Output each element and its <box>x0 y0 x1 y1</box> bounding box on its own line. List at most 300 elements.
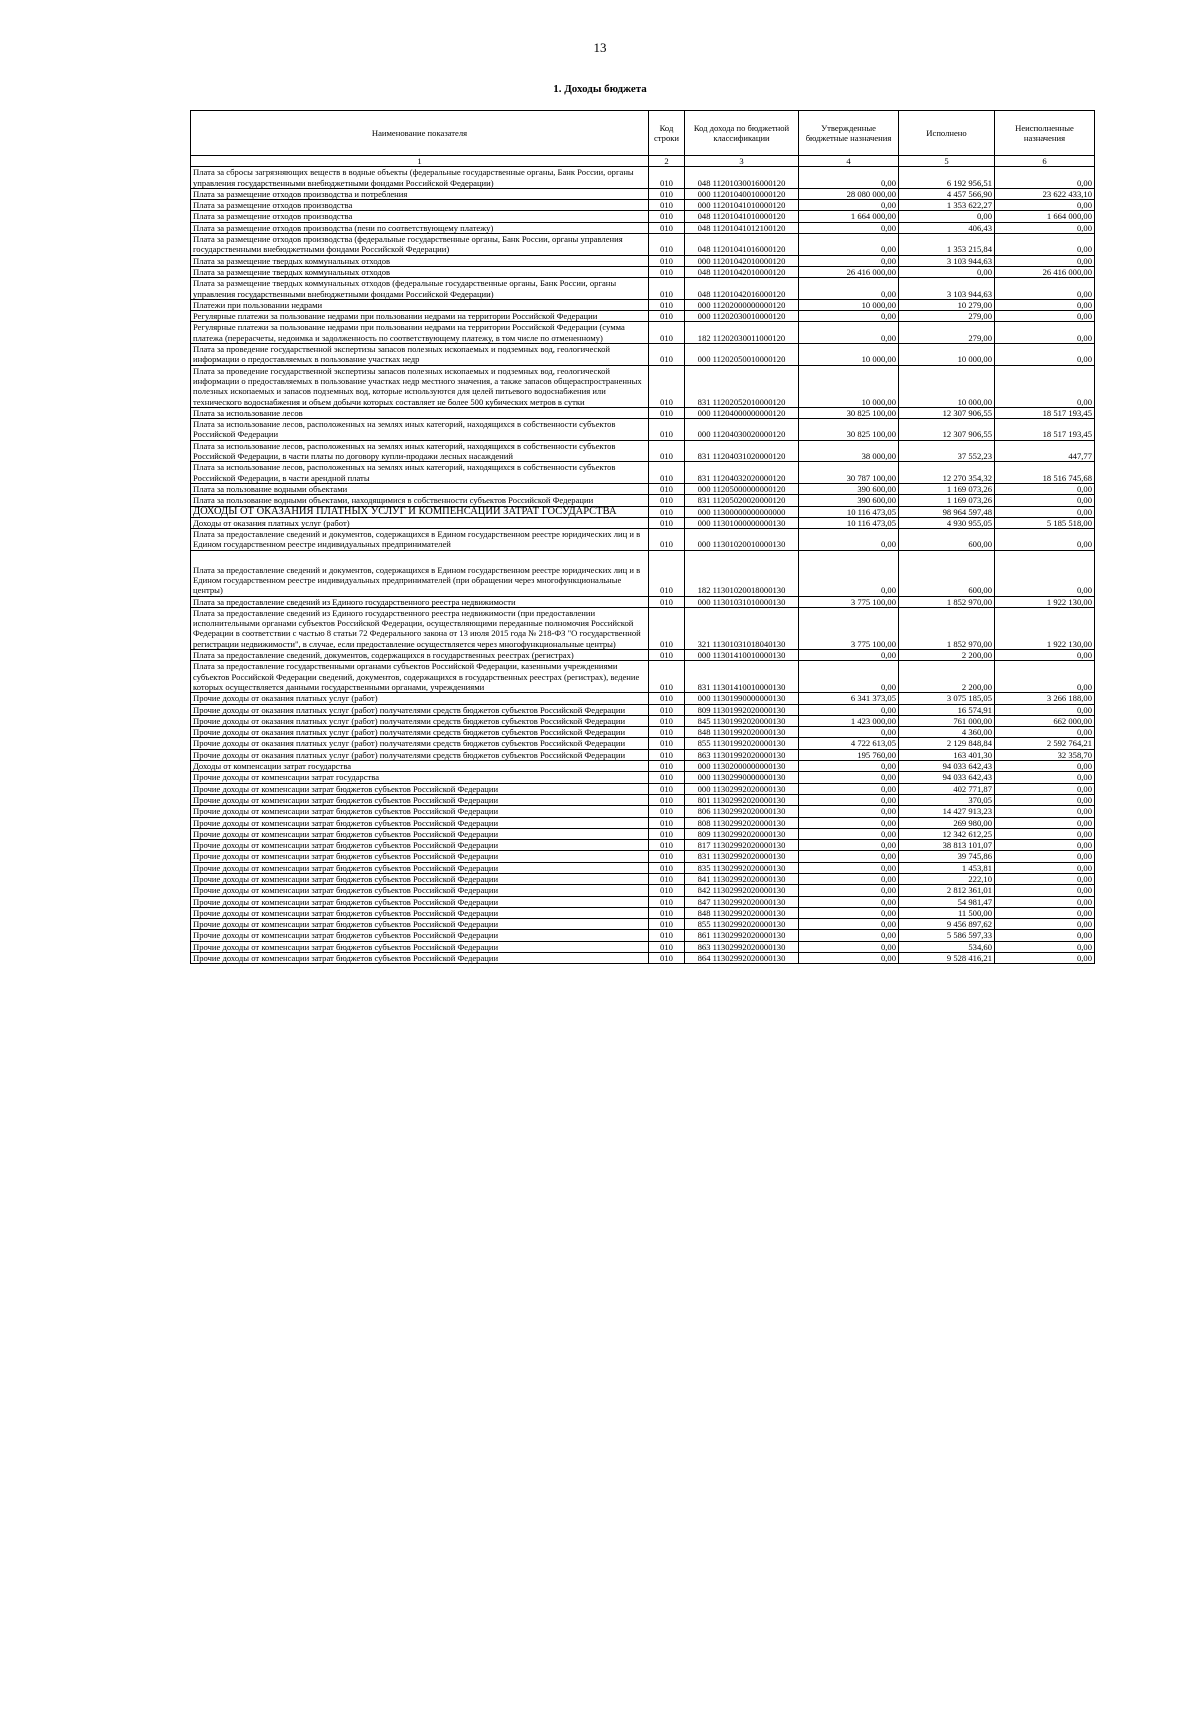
table-row <box>191 440 1095 462</box>
table-row <box>191 365 1095 407</box>
row-line-code: 010 <box>649 322 685 344</box>
row-line-code: 010 <box>649 851 685 862</box>
table-row <box>191 794 1095 805</box>
row-income-code: 806 11302992020000130 <box>685 806 799 817</box>
row-line-code: 010 <box>649 907 685 918</box>
table-row <box>191 188 1095 199</box>
row-executed: 12 307 906,55 <box>899 407 995 418</box>
row-executed: 279,00 <box>899 322 995 344</box>
row-name: Плата за размещение отходов производства (федеральные государственные органы, Банк России, органы управления государственными внебюджетными фондами Российской Федерации) <box>191 234 649 256</box>
row-line-code: 010 <box>649 167 685 189</box>
table-row <box>191 874 1095 885</box>
table-row <box>191 234 1095 256</box>
row-approved: 0,00 <box>799 862 899 873</box>
row-income-code: 000 11301410010000130 <box>685 650 799 661</box>
row-executed: 39 745,86 <box>899 851 995 862</box>
row-approved: 30 787 100,00 <box>799 462 899 484</box>
row-name: Плата за предоставление сведений из Единого государственного реестра недвижимости (при предоставлении исполнительными органами субъектов Российской Федерации, осуществляющими переданные полномочия Российской Федерации в соответствии с частью 8 статьи 72 Федерального закона от 13 июля 2015 года № 218-ФЗ "О государственной регистрации недвижимости", в случае, если предоставление осуществляется через многофункциональные центры) <box>191 607 649 649</box>
row-income-code: 861 11302992020000130 <box>685 930 799 941</box>
row-name: Прочие доходы от оказания платных услуг (работ) получателями средств бюджетов субъектов Российской Федерации <box>191 738 649 749</box>
row-income-code: 048 11201042016000120 <box>685 278 799 300</box>
row-line-code: 010 <box>649 222 685 233</box>
row-executed: 4 930 955,05 <box>899 517 995 528</box>
row-name: Доходы от оказания платных услуг (работ) <box>191 517 649 528</box>
row-executed: 2 200,00 <box>899 650 995 661</box>
row-income-code: 000 11300000000000000 <box>685 506 799 517</box>
row-executed: 12 270 354,32 <box>899 462 995 484</box>
table-row <box>191 517 1095 528</box>
row-unexecuted: 0,00 <box>995 896 1095 907</box>
header-approved: Утвержденные бюджетные назначения <box>799 111 899 156</box>
row-unexecuted: 0,00 <box>995 953 1095 964</box>
row-unexecuted: 0,00 <box>995 840 1095 851</box>
table-row <box>191 783 1095 794</box>
row-line-code: 010 <box>649 234 685 256</box>
row-line-code: 010 <box>649 311 685 322</box>
table-row <box>191 550 1095 596</box>
row-income-code: 000 11201042010000120 <box>685 255 799 266</box>
row-line-code: 010 <box>649 783 685 794</box>
row-unexecuted: 662 000,00 <box>995 715 1095 726</box>
row-income-code: 831 11202052010000120 <box>685 365 799 407</box>
row-approved: 6 341 373,05 <box>799 693 899 704</box>
row-name: Прочие доходы от компенсации затрат бюджетов субъектов Российской Федерации <box>191 953 649 964</box>
row-name: Плата за пользование водными объектами <box>191 483 649 494</box>
row-line-code: 010 <box>649 749 685 760</box>
row-unexecuted: 5 185 518,00 <box>995 517 1095 528</box>
row-line-code: 010 <box>649 896 685 907</box>
row-name: Плата за размещение твердых коммунальных отходов <box>191 255 649 266</box>
row-income-code: 048 11201030016000120 <box>685 167 799 189</box>
table-row <box>191 167 1095 189</box>
row-approved: 0,00 <box>799 704 899 715</box>
column-number: 5 <box>899 156 995 167</box>
row-line-code: 010 <box>649 211 685 222</box>
row-approved: 0,00 <box>799 278 899 300</box>
row-name: Прочие доходы от оказания платных услуг (работ) <box>191 693 649 704</box>
row-unexecuted: 0,00 <box>995 529 1095 551</box>
table-row <box>191 495 1095 506</box>
row-executed: 222,10 <box>899 874 995 885</box>
row-executed: 38 813 101,07 <box>899 840 995 851</box>
row-line-code: 010 <box>649 255 685 266</box>
table-row <box>191 817 1095 828</box>
row-income-code: 000 11301000000000130 <box>685 517 799 528</box>
row-name: Плата за размещение отходов производства и потребления <box>191 188 649 199</box>
row-executed: 3 103 944,63 <box>899 255 995 266</box>
row-income-code: 847 11302992020000130 <box>685 896 799 907</box>
header-unexecuted: Неисполненные назначения <box>995 111 1095 156</box>
header-executed: Исполнено <box>899 111 995 156</box>
row-unexecuted: 0,00 <box>995 761 1095 772</box>
row-income-code: 000 11201041010000120 <box>685 200 799 211</box>
row-executed: 1 353 215,84 <box>899 234 995 256</box>
row-name: Прочие доходы от компенсации затрат бюджетов субъектов Российской Федерации <box>191 828 649 839</box>
row-approved: 0,00 <box>799 806 899 817</box>
row-name: Плата за размещение отходов производства <box>191 200 649 211</box>
page-number: 13 <box>593 40 607 55</box>
row-income-code: 000 11205000000000120 <box>685 483 799 494</box>
row-income-code: 863 11302992020000130 <box>685 941 799 952</box>
row-income-code: 000 11302990000000130 <box>685 772 799 783</box>
row-unexecuted: 0,00 <box>995 783 1095 794</box>
row-executed: 94 033 642,43 <box>899 772 995 783</box>
column-number: 6 <box>995 156 1095 167</box>
row-unexecuted: 0,00 <box>995 919 1095 930</box>
row-line-code: 010 <box>649 874 685 885</box>
row-approved: 0,00 <box>799 727 899 738</box>
row-line-code: 010 <box>649 715 685 726</box>
row-approved: 10 000,00 <box>799 365 899 407</box>
row-executed: 12 307 906,55 <box>899 419 995 441</box>
table-row <box>191 278 1095 300</box>
row-approved: 10 000,00 <box>799 299 899 310</box>
row-executed: 2 812 361,01 <box>899 885 995 896</box>
row-name: Плата за проведение государственной экспертизы запасов полезных ископаемых и подземных вод, геологической информации о предоставляемых в пользование участках недр местного значения, а также запасов общераспространенных полезных ископаемых и запасов подземных вод, которые используются для целей питьевого водоснабжения или технического водоснабжения и объем добычи которых составляет не более 500 кубических метров в сутки <box>191 365 649 407</box>
row-unexecuted: 23 622 433,10 <box>995 188 1095 199</box>
row-name: Прочие доходы от оказания платных услуг (работ) получателями средств бюджетов субъектов Российской Федерации <box>191 749 649 760</box>
row-name: Прочие доходы от оказания платных услуг (работ) получателями средств бюджетов субъектов Российской Федерации <box>191 715 649 726</box>
header-name: Наименование показателя <box>191 111 649 156</box>
row-income-code: 182 11301020018000130 <box>685 550 799 596</box>
row-approved: 0,00 <box>799 234 899 256</box>
row-line-code: 010 <box>649 828 685 839</box>
row-executed: 279,00 <box>899 311 995 322</box>
row-approved: 0,00 <box>799 650 899 661</box>
row-line-code: 010 <box>649 930 685 941</box>
row-income-code: 809 11302992020000130 <box>685 828 799 839</box>
row-approved: 0,00 <box>799 953 899 964</box>
row-line-code: 010 <box>649 278 685 300</box>
row-approved: 0,00 <box>799 941 899 952</box>
row-executed: 12 342 612,25 <box>899 828 995 839</box>
row-unexecuted: 0,00 <box>995 874 1095 885</box>
row-approved: 3 775 100,00 <box>799 596 899 607</box>
row-name: Плата за использование лесов, расположенных на землях иных категорий, находящихся в собственности субъектов Российской Федерации, в части платы по договору купли-продажи лесных насаждений <box>191 440 649 462</box>
table-row <box>191 529 1095 551</box>
row-executed: 11 500,00 <box>899 907 995 918</box>
row-unexecuted: 0,00 <box>995 772 1095 783</box>
row-name: Прочие доходы от компенсации затрат бюджетов субъектов Российской Федерации <box>191 783 649 794</box>
row-income-code: 809 11301992020000130 <box>685 704 799 715</box>
row-income-code: 048 11201041012100120 <box>685 222 799 233</box>
row-unexecuted: 447,77 <box>995 440 1095 462</box>
column-number: 3 <box>685 156 799 167</box>
row-line-code: 010 <box>649 693 685 704</box>
row-unexecuted: 0,00 <box>995 167 1095 189</box>
row-name: Плата за использование лесов, расположенных на землях иных категорий, находящихся в собственности субъектов Российской Федерации, в части арендной платы <box>191 462 649 484</box>
row-approved: 390 600,00 <box>799 483 899 494</box>
row-name: Прочие доходы от компенсации затрат бюджетов субъектов Российской Федерации <box>191 851 649 862</box>
row-line-code: 010 <box>649 440 685 462</box>
row-name: Прочие доходы от компенсации затрат бюджетов субъектов Российской Федерации <box>191 806 649 817</box>
row-income-code: 000 11202050010000120 <box>685 344 799 366</box>
row-name: Прочие доходы от компенсации затрат бюджетов субъектов Российской Федерации <box>191 874 649 885</box>
row-unexecuted: 0,00 <box>995 255 1095 266</box>
row-name: Прочие доходы от компенсации затрат бюджетов субъектов Российской Федерации <box>191 862 649 873</box>
row-line-code: 010 <box>649 462 685 484</box>
row-name: Прочие доходы от компенсации затрат бюджетов субъектов Российской Федерации <box>191 840 649 851</box>
table-row <box>191 596 1095 607</box>
row-unexecuted: 0,00 <box>995 200 1095 211</box>
row-line-code: 010 <box>649 704 685 715</box>
row-executed: 2 129 848,84 <box>899 738 995 749</box>
row-unexecuted: 0,00 <box>995 344 1095 366</box>
row-executed: 0,00 <box>899 266 995 277</box>
table-row <box>191 930 1095 941</box>
table-row <box>191 749 1095 760</box>
row-approved: 0,00 <box>799 885 899 896</box>
row-name: Прочие доходы от компенсации затрат бюджетов субъектов Российской Федерации <box>191 794 649 805</box>
table-row <box>191 299 1095 310</box>
row-name: Плата за сбросы загрязняющих веществ в водные объекты (федеральные государственные органы, Банк России, органы управления государственными внебюджетными фондами Российской Федерации) <box>191 167 649 189</box>
row-unexecuted: 1 922 130,00 <box>995 607 1095 649</box>
row-income-code: 835 11302992020000130 <box>685 862 799 873</box>
row-unexecuted: 0,00 <box>995 322 1095 344</box>
row-income-code: 000 11301031010000130 <box>685 596 799 607</box>
row-name: Плата за предоставление сведений и документов, содержащихся в Едином государственном реестре юридических лиц и в Едином государственном реестре индивидуальных предпринимателей <box>191 529 649 551</box>
row-approved: 0,00 <box>799 783 899 794</box>
row-income-code: 000 11302992020000130 <box>685 783 799 794</box>
row-executed: 370,05 <box>899 794 995 805</box>
row-approved: 30 825 100,00 <box>799 407 899 418</box>
table-row <box>191 344 1095 366</box>
row-approved: 0,00 <box>799 851 899 862</box>
row-line-code: 010 <box>649 885 685 896</box>
row-unexecuted: 0,00 <box>995 907 1095 918</box>
row-line-code: 010 <box>649 344 685 366</box>
table-body <box>191 167 1095 964</box>
row-approved: 0,00 <box>799 772 899 783</box>
row-approved: 0,00 <box>799 529 899 551</box>
table-row <box>191 806 1095 817</box>
row-approved: 0,00 <box>799 794 899 805</box>
row-line-code: 010 <box>649 661 685 693</box>
row-income-code: 801 11302992020000130 <box>685 794 799 805</box>
income-table <box>190 110 1095 964</box>
row-line-code: 010 <box>649 266 685 277</box>
row-executed: 5 586 597,33 <box>899 930 995 941</box>
row-name: Доходы от компенсации затрат государства <box>191 761 649 772</box>
row-unexecuted: 0,00 <box>995 704 1095 715</box>
row-line-code: 010 <box>649 806 685 817</box>
row-income-code: 855 11301992020000130 <box>685 738 799 749</box>
row-line-code: 010 <box>649 365 685 407</box>
table-row <box>191 266 1095 277</box>
table-row <box>191 650 1095 661</box>
row-income-code: 831 11301410010000130 <box>685 661 799 693</box>
row-approved: 0,00 <box>799 322 899 344</box>
row-executed: 10 279,00 <box>899 299 995 310</box>
row-name: Плата за предоставление государственными органами субъектов Российской Федерации, казенными учреждениями субъектов Российской Федерации сведений, документов, содержащихся в государственных реестрах (регистрах), ведение которых осуществляется данными государственными органами, учреждениями <box>191 661 649 693</box>
row-line-code: 010 <box>649 919 685 930</box>
table-row <box>191 840 1095 851</box>
row-income-code: 000 11202000000000120 <box>685 299 799 310</box>
row-approved: 0,00 <box>799 896 899 907</box>
table-row <box>191 607 1095 649</box>
table-row <box>191 761 1095 772</box>
row-income-code: 855 11302992020000130 <box>685 919 799 930</box>
row-unexecuted: 0,00 <box>995 234 1095 256</box>
row-executed: 761 000,00 <box>899 715 995 726</box>
row-approved: 0,00 <box>799 919 899 930</box>
row-income-code: 831 11204031020000120 <box>685 440 799 462</box>
row-line-code: 010 <box>649 299 685 310</box>
row-name: Прочие доходы от компенсации затрат бюджетов субъектов Российской Федерации <box>191 941 649 952</box>
row-line-code: 010 <box>649 529 685 551</box>
row-unexecuted: 32 358,70 <box>995 749 1095 760</box>
row-unexecuted: 0,00 <box>995 817 1095 828</box>
row-line-code: 010 <box>649 738 685 749</box>
row-name: Плата за проведение государственной экспертизы запасов полезных ископаемых и подземных вод, геологической информации о предоставляемых в пользование участках недр <box>191 344 649 366</box>
row-approved: 0,00 <box>799 311 899 322</box>
table-row <box>191 661 1095 693</box>
row-unexecuted: 0,00 <box>995 828 1095 839</box>
table-row <box>191 896 1095 907</box>
row-income-code: 848 11302992020000130 <box>685 907 799 918</box>
table-row <box>191 727 1095 738</box>
row-line-code: 010 <box>649 550 685 596</box>
row-executed: 3 075 185,05 <box>899 693 995 704</box>
column-number: 1 <box>191 156 649 167</box>
row-income-code: 808 11302992020000130 <box>685 817 799 828</box>
row-unexecuted: 0,00 <box>995 930 1095 941</box>
row-line-code: 010 <box>649 188 685 199</box>
row-unexecuted: 26 416 000,00 <box>995 266 1095 277</box>
table-row <box>191 419 1095 441</box>
row-executed: 402 771,87 <box>899 783 995 794</box>
row-executed: 9 456 897,62 <box>899 919 995 930</box>
row-name: Плата за пользование водными объектами, находящимися в собственности субъектов Российской Федерации <box>191 495 649 506</box>
row-executed: 16 574,91 <box>899 704 995 715</box>
row-executed: 98 964 597,48 <box>899 506 995 517</box>
row-line-code: 010 <box>649 495 685 506</box>
row-approved: 10 116 473,05 <box>799 517 899 528</box>
row-executed: 10 000,00 <box>899 365 995 407</box>
table-row <box>191 907 1095 918</box>
row-line-code: 010 <box>649 650 685 661</box>
row-income-code: 182 11202030011000120 <box>685 322 799 344</box>
row-approved: 28 080 000,00 <box>799 188 899 199</box>
row-executed: 1 169 073,26 <box>899 483 995 494</box>
row-income-code: 000 11302000000000130 <box>685 761 799 772</box>
row-approved: 390 600,00 <box>799 495 899 506</box>
row-approved: 0,00 <box>799 761 899 772</box>
table-row <box>191 862 1095 873</box>
row-income-code: 831 11205020020000120 <box>685 495 799 506</box>
row-executed: 1 852 970,00 <box>899 596 995 607</box>
row-income-code: 048 11201041016000120 <box>685 234 799 256</box>
row-approved: 0,00 <box>799 661 899 693</box>
row-name: Прочие доходы от компенсации затрат бюджетов субъектов Российской Федерации <box>191 919 649 930</box>
row-approved: 10 116 473,05 <box>799 506 899 517</box>
row-income-code: 817 11302992020000130 <box>685 840 799 851</box>
row-approved: 0,00 <box>799 222 899 233</box>
row-name: Прочие доходы от оказания платных услуг (работ) получателями средств бюджетов субъектов Российской Федерации <box>191 704 649 715</box>
row-approved: 1 664 000,00 <box>799 211 899 222</box>
row-unexecuted: 0,00 <box>995 506 1095 517</box>
row-executed: 2 200,00 <box>899 661 995 693</box>
row-line-code: 010 <box>649 817 685 828</box>
row-name: Плата за предоставление сведений, документов, содержащихся в государственных реестрах (регистрах) <box>191 650 649 661</box>
table-row <box>191 738 1095 749</box>
row-unexecuted: 0,00 <box>995 278 1095 300</box>
row-income-code: 848 11301992020000130 <box>685 727 799 738</box>
table-row <box>191 311 1095 322</box>
table-row <box>191 200 1095 211</box>
row-approved: 0,00 <box>799 200 899 211</box>
row-approved: 38 000,00 <box>799 440 899 462</box>
row-line-code: 010 <box>649 840 685 851</box>
row-executed: 9 528 416,21 <box>899 953 995 964</box>
row-executed: 406,43 <box>899 222 995 233</box>
table-row <box>191 693 1095 704</box>
row-income-code: 842 11302992020000130 <box>685 885 799 896</box>
row-executed: 4 457 566,90 <box>899 188 995 199</box>
row-unexecuted: 2 592 764,21 <box>995 738 1095 749</box>
row-unexecuted: 0,00 <box>995 941 1095 952</box>
row-income-code: 000 11204000000000120 <box>685 407 799 418</box>
row-name: Прочие доходы от компенсации затрат государства <box>191 772 649 783</box>
row-line-code: 010 <box>649 483 685 494</box>
row-approved: 0,00 <box>799 840 899 851</box>
row-unexecuted: 0,00 <box>995 483 1095 494</box>
row-income-code: 000 11201040010000120 <box>685 188 799 199</box>
table-row <box>191 828 1095 839</box>
row-approved: 0,00 <box>799 874 899 885</box>
table-row <box>191 885 1095 896</box>
row-income-code: 048 11201042010000120 <box>685 266 799 277</box>
row-name: Плата за предоставление сведений и документов, содержащихся в Едином государственном реестре юридических лиц и в Едином государственном реестре индивидуальных предпринимателей (при обращении через многофункциональные центры) <box>191 550 649 596</box>
row-income-code: 841 11302992020000130 <box>685 874 799 885</box>
row-name: Прочие доходы от компенсации затрат бюджетов субъектов Российской Федерации <box>191 907 649 918</box>
row-income-code: 845 11301992020000130 <box>685 715 799 726</box>
row-unexecuted: 0,00 <box>995 885 1095 896</box>
table-row <box>191 704 1095 715</box>
row-unexecuted: 0,00 <box>995 222 1095 233</box>
row-line-code: 010 <box>649 407 685 418</box>
table-row <box>191 222 1095 233</box>
row-line-code: 010 <box>649 596 685 607</box>
table-row <box>191 919 1095 930</box>
row-unexecuted: 1 664 000,00 <box>995 211 1095 222</box>
row-name: Плата за использование лесов, расположенных на землях иных категорий, находящихся в собственности субъектов Российской Федерации <box>191 419 649 441</box>
row-line-code: 010 <box>649 607 685 649</box>
row-approved: 0,00 <box>799 907 899 918</box>
row-income-code: 321 11301031018040130 <box>685 607 799 649</box>
row-approved: 0,00 <box>799 255 899 266</box>
column-number: 4 <box>799 156 899 167</box>
row-line-code: 010 <box>649 862 685 873</box>
row-executed: 0,00 <box>899 211 995 222</box>
row-executed: 1 353 622,27 <box>899 200 995 211</box>
row-executed: 6 192 956,51 <box>899 167 995 189</box>
row-unexecuted: 0,00 <box>995 661 1095 693</box>
row-name: Прочие доходы от компенсации затрат бюджетов субъектов Российской Федерации <box>191 885 649 896</box>
row-unexecuted: 18 517 193,45 <box>995 419 1095 441</box>
row-executed: 1 852 970,00 <box>899 607 995 649</box>
row-income-code: 863 11301992020000130 <box>685 749 799 760</box>
table-header <box>191 111 1095 167</box>
row-executed: 1 169 073,26 <box>899 495 995 506</box>
row-unexecuted: 1 922 130,00 <box>995 596 1095 607</box>
row-line-code: 010 <box>649 200 685 211</box>
row-name: Прочие доходы от компенсации затрат бюджетов субъектов Российской Федерации <box>191 896 649 907</box>
row-executed: 14 427 913,23 <box>899 806 995 817</box>
row-unexecuted: 0,00 <box>995 794 1095 805</box>
row-unexecuted: 0,00 <box>995 311 1095 322</box>
row-line-code: 010 <box>649 772 685 783</box>
